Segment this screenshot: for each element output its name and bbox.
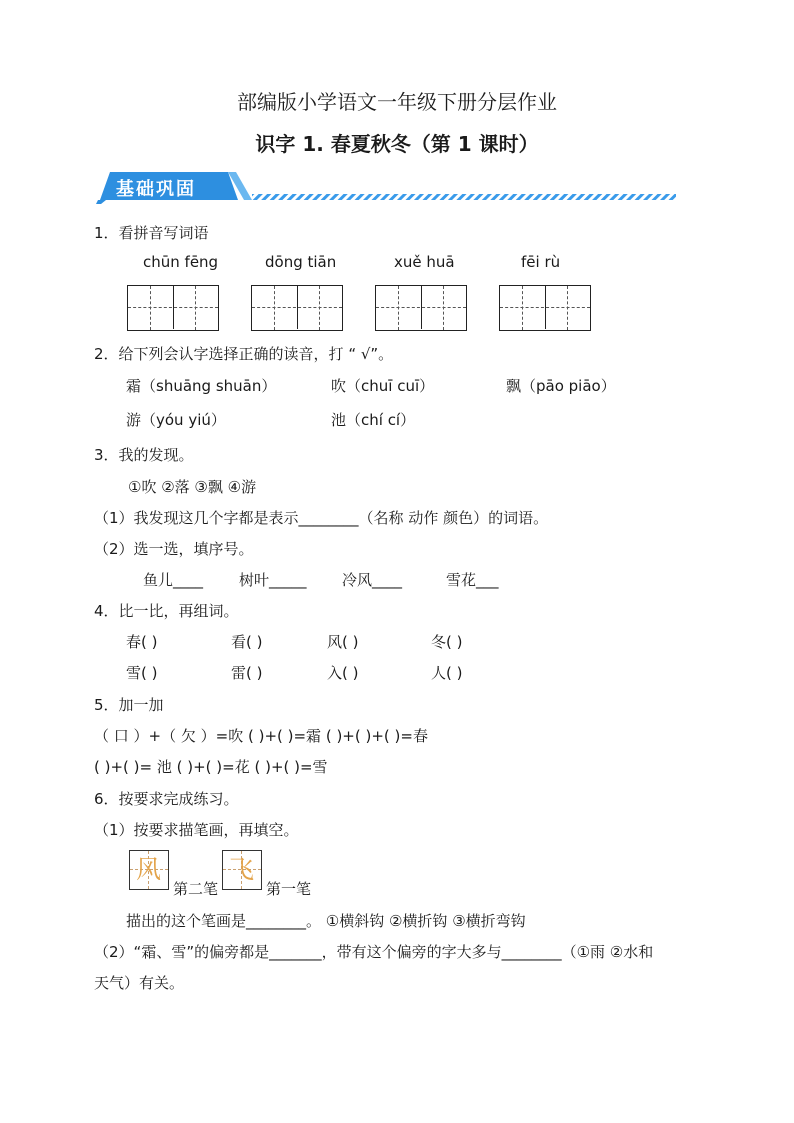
question-3-part-2: （2）选一选，填序号。: [94, 540, 254, 558]
question-2-prompt: 2．给下列会认字选择正确的读音，打 “ √”。: [94, 345, 394, 363]
trace-box-fei[interactable]: [222, 850, 262, 890]
word-blank-chun[interactable]: 春( ): [126, 633, 158, 651]
trace-char-fei: 飞: [228, 855, 254, 884]
writing-grid-2[interactable]: [251, 285, 343, 331]
word-blank-feng[interactable]: 风( ): [327, 633, 359, 651]
fill-blank-xuehua[interactable]: 雪花___: [446, 571, 499, 589]
pinyin-1: chūn fēng: [143, 253, 219, 271]
character-list: ①吹 ②落 ③飘 ④游: [128, 478, 257, 496]
fill-blank-shuye[interactable]: 树叶_____: [239, 571, 307, 589]
question-3-part-1: （1）我发现这几个字都是表示________（名称 动作 颜色）的词语。: [94, 509, 549, 527]
question-6-part-2-line-1[interactable]: （2）“霜、雪”的偏旁都是_______，带有这个偏旁的字大多与________（①雨 ②水和: [94, 943, 654, 961]
addition-row-1[interactable]: （ 口 ）+（ 欠 ）=吹 ( )+( )=霜 ( )+( )+( )=春: [94, 727, 428, 745]
addition-row-2[interactable]: ( )+( )= 池 ( )+( )=花 ( )+( )=雪: [94, 758, 328, 776]
reading-option-you[interactable]: 游（yóu yiú）: [126, 411, 226, 429]
question-6-part-1: （1）按要求描笔画，再填空。: [94, 821, 299, 839]
writing-grid-3[interactable]: [375, 285, 467, 331]
fill-blank-yuer[interactable]: 鱼儿____: [143, 571, 204, 589]
reading-option-piao[interactable]: 飘（pāo piāo）: [506, 377, 616, 395]
trace-char-feng: 风: [135, 855, 161, 884]
question-6-part-2-line-2: 天气）有关。: [94, 974, 185, 992]
question-3-prompt: 3．我的发现。: [94, 446, 194, 464]
reading-option-chui[interactable]: 吹（chuī cuī）: [331, 377, 435, 395]
pinyin-2: dōng tiān: [265, 253, 337, 271]
word-blank-dong[interactable]: 冬( ): [431, 633, 463, 651]
word-blank-kan[interactable]: 看( ): [231, 633, 263, 651]
section-banner-label: 基础巩固: [116, 179, 196, 200]
lesson-subtitle: 识字 1. 春夏秋冬（第 1 课时）: [255, 132, 539, 156]
section-banner: [96, 170, 696, 204]
stroke-label-second: 第二笔: [173, 880, 219, 898]
writing-grid-1[interactable]: [127, 285, 219, 331]
word-blank-ru[interactable]: 入( ): [327, 664, 359, 682]
word-blank-ren[interactable]: 人( ): [431, 664, 463, 682]
reading-option-shuang[interactable]: 霜（shuāng shuān）: [126, 377, 277, 395]
reading-option-chi[interactable]: 池（chí cí）: [331, 411, 416, 429]
page-title: 部编版小学语文一年级下册分层作业: [237, 90, 557, 114]
trace-box-feng[interactable]: [129, 850, 169, 890]
stroke-label-first: 第一笔: [266, 880, 312, 898]
writing-grid-4[interactable]: [499, 285, 591, 331]
fill-blank-lengfeng[interactable]: 冷风____: [342, 571, 403, 589]
question-1-prompt: 1．看拼音写词语: [94, 224, 209, 242]
pinyin-4: fēi rù: [521, 253, 561, 271]
question-6-prompt: 6．按要求完成练习。: [94, 790, 239, 808]
stroke-answer-line[interactable]: 描出的这个笔画是________。 ①横斜钩 ②横折钩 ③横折弯钩: [126, 912, 526, 930]
word-blank-xue[interactable]: 雪( ): [126, 664, 158, 682]
word-blank-lei[interactable]: 雷( ): [231, 664, 263, 682]
question-4-prompt: 4．比一比，再组词。: [94, 602, 239, 620]
pinyin-3: xuě huā: [394, 253, 455, 271]
question-5-prompt: 5．加一加: [94, 696, 164, 714]
